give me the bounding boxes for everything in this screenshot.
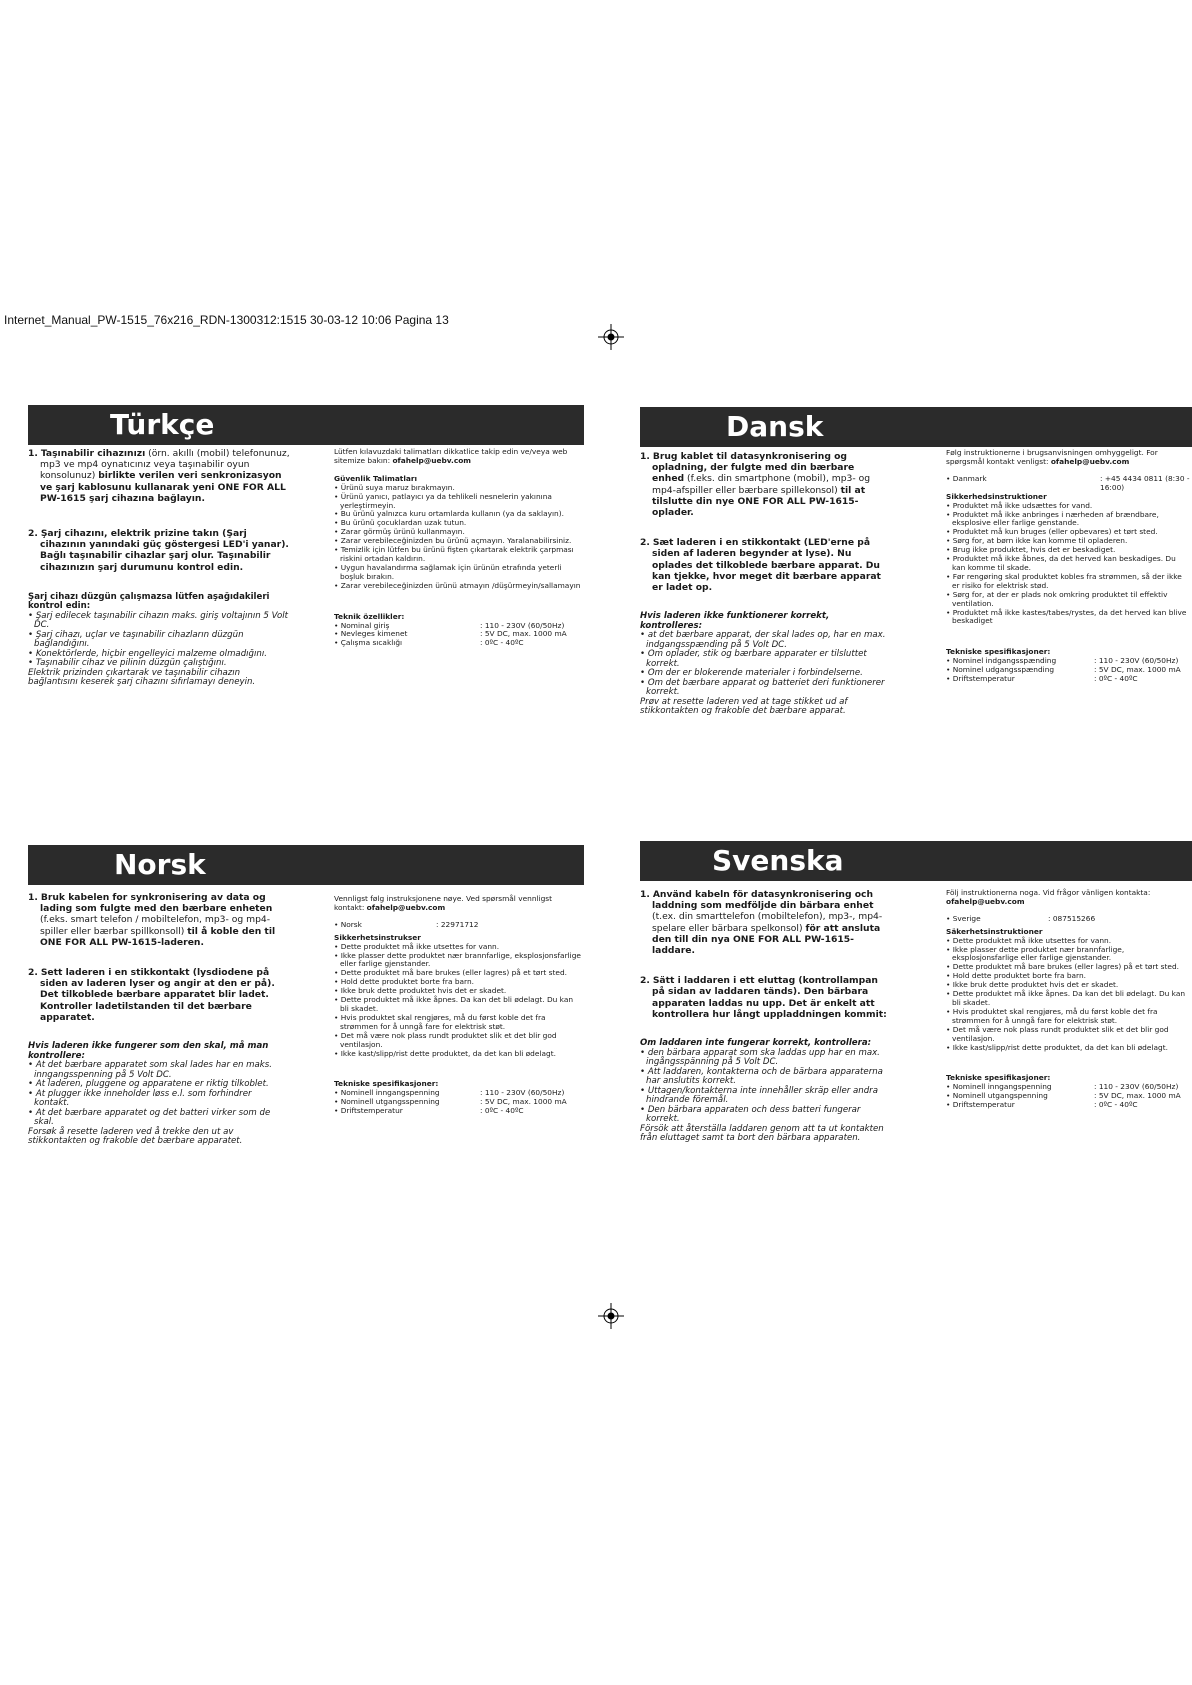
- tech-specs: Tekniske spesifikasjoner: • Nominel indgangsspænding : 110 - 230V (60/50Hz) • Nominel udgangsspænding : 5V DC, max. 1000 mA • Driftstemperatur : 0ºC - 40ºC: [946, 648, 1190, 684]
- safety-list: • Dette produktet må ikke utsettes for vann. • Ikke plasser dette produktet nær brannfarlige, eksplosjonsfarlige eller farlige gjenstander. • Dette produktet må bare brukes (eller lagres) på et tørt sted. • Hold dette produktet borte fra barn. • Ikke bruk dette produktet hvis det er skadet. • Dette produktet må ikke åpnes. Da kan det bli ødelagt. Du kan bli skadet. • Hvis produktet skal rengjøres, må du først koble det fra strømmen for å unngå fare for elektrisk støt. • Det må være nok plass rundt produktet slik et det blir god ventilasjon. • Ikke kast/slipp/rist dette produktet, da det kan bli ødelagt.: [334, 943, 584, 1059]
- step-1: 1. Taşınabilir cihazınızı (örn. akıllı (mobil) telefonunuz, mp3 ve mp4 oynatıcınız veya taşınabilir oyun konsolunuz) birlikte verilen veri senkronizasyon ve şarj kablosunu kullanarak yeni ONE FOR ALL PW-1615 şarj cihazına bağlayın.: [28, 448, 290, 504]
- intro-text: Vennligst følg instruksjonene nøye. Ved spørsmål vennligst kontakt: ofahelp@uebv.com: [334, 894, 553, 912]
- intro-text: Följ instruktionerna noga. Vid frågor vänligen kontakta: ofahelp@uebv.com: [946, 888, 1151, 906]
- instructions-column-norsk: [28, 892, 282, 1147]
- intro-text: Følg instruktionerne i brugsanvisningen omhyggeligt. For spørgsmål kontakt venligst: ofahelp@uebv.com: [946, 448, 1158, 466]
- contact-phone: • Norsk : 22971712: [334, 919, 479, 929]
- check-item: • At det bærbare apparatet og det batteri virker som de skal.: [28, 1109, 282, 1128]
- check-item: • Om oplader, stik og bærbare apparater er tilsluttet korrekt.: [640, 650, 888, 669]
- check-item: • Şarj cihazı, uçlar ve taşınabilir cihazların düzgün bağlandığını.: [28, 631, 290, 650]
- troubleshooting: Om laddaren inte fungerar korrekt, kontrollera: • den bärbara apparat som ska laddas upp har en max. ingångsspänning på 5 Volt DC. • Att laddaren, kontakterna och de bärbara apparaterna har anslutits korrekt. • Uttagen/kontakterna inte innehåller skräp eller andra hindrande föremål. • Den bärbara apparaten och dess batteri fungerar korrekt. Försök att återställa laddaren genom att ta ut kontakten från eluttaget samt ta bort den bärbara apparaten.: [640, 1039, 890, 1144]
- check-item: • at det bærbare apparat, der skal lades op, har en max. indgangsspænding på 5 Volt DC.: [640, 631, 888, 650]
- step-2: 2. Sätt i laddaren i ett eluttag (kontrollampan på sidan av laddaren tänds). Den bärbara apparaten laddas nu upp. Det är enkelt att kontrollera hur långt uppladdningen kommit:: [640, 975, 887, 1020]
- contact-phone: • Sverige : 087515266: [946, 913, 1096, 923]
- check-item: • Taşınabilir cihaz ve pilinin düzgün çalıştığını.: [28, 659, 290, 669]
- section-title-svenska: Svenska: [640, 841, 1192, 881]
- intro-text: Lütfen kılavuzdaki talimatları dikkatlice takip edin ve/veya web sitemize bakın: ofahelp@uebv.com: [334, 447, 568, 465]
- info-column-svenska: Följ instruktionerna noga. Vid frågor vänligen kontakta: ofahelp@uebv.com • Sverige : 087515266 Säkerhetsinstruktioner • Dette produktet må ikke utsettes for vann. • Ikke plasser dette produktet nær brannfarlige, eksplosjonsfarlige eller farlige gjenstander. • Dette produktet må bare brukes (eller lagres) på et tørt sted. • Hold dette produktet borte fra barn. • Ikke bruk dette produktet hvis det er skadet. • Dette produktet må ikke åpnes. Da kan det bli ødelagt. Du kan bli skadet. • Hvis produktet skal rengjøres, må du først koble det fra strømmen for å unngå fare for elektrisk støt. • Det må være nok plass rundt produktet slik et det blir god ventilasjon. • Ikke kast/slipp/rist dette produktet, da det kan bli ødelagt. Tekniske spesifikasjoner: • Nominell inngangspenning : 110 - 230V (60/50Hz) • Nominell utgangspenning : 5V DC, max. 1000 mA • Driftstemperatur : 0ºC - 40ºC: [946, 889, 1190, 1110]
- registration-mark-icon: [598, 1303, 624, 1329]
- support-email: ofahelp@uebv.com: [366, 902, 446, 912]
- registration-mark-icon: [598, 324, 624, 350]
- tech-specs: Tekniske spesifikasjoner: • Nominell inngangspenning : 110 - 230V (60/50Hz) • Nominell utgangspenning : 5V DC, max. 1000 mA • Driftstemperatur : 0ºC - 40ºC: [946, 1074, 1190, 1110]
- check-item: • den bärbara apparat som ska laddas upp har en max. ingångsspänning på 5 Volt DC.: [640, 1049, 890, 1068]
- check-item: • Konektörlerde, hiçbir engelleyici malzeme olmadığını.: [28, 650, 290, 660]
- section-title-norsk: Norsk: [28, 845, 584, 885]
- check-item: • At plugger ikke inneholder løss e.l. som forhindrer kontakt.: [28, 1090, 282, 1109]
- step-2: 2. Şarj cihazını, elektrik prizine takın (Şarj cihazının yanındaki güç göstergesi LED'i yanar). Bağlı taşınabilir cihazlar şarj olur. Taşınabilir cihazınızın şarj durumunu kontrol edin.: [28, 528, 289, 573]
- check-item: • Att laddaren, kontakterna och de bärbara apparaterna har anslutits korrekt.: [640, 1068, 890, 1087]
- troubleshooting: Hvis laderen ikke fungerer som den skal, må man kontrollere: • At det bærbare apparatet som skal lades har en maks. inngangsspenning på 5 Volt DC. • At laderen, pluggene og apparatene er riktig tilkoblet. • At plugger ikke inneholder løss e.l. som forhindrer kontakt. • At det bærbare apparatet og det batteri virker som de skal. Forsøk å resette laderen ved å trekke den ut av stikkontakten og frakoble det bærbare apparatet.: [28, 1042, 282, 1147]
- contact-phone: • Danmark : +45 4434 0811 (8:30 - 16:00): [946, 473, 1190, 492]
- check-item: • At laderen, pluggene og apparatene er riktig tilkoblet.: [28, 1080, 282, 1090]
- check-item: • Om der er blokerende materialer i forbindelserne.: [640, 669, 888, 679]
- step-1: 1. Brug kablet til datasynkronisering og opladning, der fulgte med din bærbare enhed (f.eks. din smartphone (mobil), mp3- og mp4-afspiller eller bærbare spillekonsol) til at tilslutte din nye ONE FOR ALL PW-1615-oplader.: [640, 451, 871, 519]
- troubleshooting: Şarj cihazı düzgün çalışmazsa lütfen aşağıdakileri kontrol edin: • Şarj edilecek taşınabilir cihazın maks. giriş voltajının 5 Volt DC. • Şarj cihazı, uçlar ve taşınabilir cihazların düzgün bağlandığını. • Konektörlerde, hiçbir engelleyici malzeme olmadığını. • Taşınabilir cihaz ve pilinin düzgün çalıştığını. Elektrik prizinden çıkartarak ve taşınabilir cihazın bağlantısını keserek şarj cihazını sıfırlamayı deneyin.: [28, 593, 290, 688]
- check-item: • Şarj edilecek taşınabilir cihazın maks. giriş voltajının 5 Volt DC.: [28, 612, 290, 631]
- troubleshooting: Hvis laderen ikke funktionerer korrekt, kontrolleres: • at det bærbare apparat, der skal lades op, har en max. indgangsspænding på 5 Volt DC. • Om oplader, stik og bærbare apparater er tilsluttet korrekt. • Om der er blokerende materialer i forbindelserne. • Om det bærbare apparat og batteriet deri funktionerer korrekt. Prøv at resette laderen ved at tage stikket ud af stikkontakten og frakoble det bærbare apparat.: [640, 612, 888, 717]
- tech-specs: Tekniske spesifikasjoner: • Nominell inngangspenning : 110 - 230V (60/50Hz) • Nominell utgangsspenning : 5V DC, max. 1000 mA • Driftstemperatur : 0ºC - 40ºC: [334, 1080, 584, 1116]
- safety-list: • Dette produktet må ikke utsettes for vann. • Ikke plasser dette produktet nær brannfarlige, eksplosjonsfarlige eller farlige gjenstander. • Dette produktet må bare brukes (eller lagres) på et tørt sted. • Hold dette produktet borte fra barn. • Ikke bruk dette produktet hvis det er skadet. • Dette produktet må ikke åpnes. Da kan det bli ødelagt. Du kan bli skadet. • Hvis produktet skal rengjøres, må du først koble det fra strømmen for å unngå fare for elektrisk støt. • Det må være nok plass rundt produktet slik et det blir god ventilasjon. • Ikke kast/slipp/rist dette produktet, da det kan bli ødelagt.: [946, 937, 1190, 1053]
- section-title-turkce: Türkçe: [28, 405, 584, 445]
- check-item: • Den bärbara apparaten och dess batteri fungerar korrekt.: [640, 1106, 890, 1125]
- step-1: 1. Bruk kabelen for synkronisering av data og lading som fulgte med den bærbare enheten (f.eks. smart telefon / mobiltelefon, mp3- og mp4-spiller eller bærbar spillkonsoll) til å koble den til ONE FOR ALL PW-1615-laderen.: [28, 892, 276, 948]
- tech-specs: Teknik özellikler: • Nominal giriş : 110 - 230V (60/50Hz) • Nevleges kimenet : 5V DC, max. 1000 mA • Çalışma sıcaklığı : 0ºC - 40ºC: [334, 613, 582, 649]
- instructions-column-turkce: [28, 448, 290, 688]
- check-item: • Om det bærbare apparat og batteriet deri funktionerer korrekt.: [640, 679, 888, 698]
- section-title-dansk: Dansk: [640, 407, 1192, 447]
- support-email: ofahelp@uebv.com: [946, 896, 1025, 906]
- print-slug: Internet_Manual_PW-1515_76x216_RDN-1300312:1515 30-03-12 10:06 Pagina 13: [4, 313, 449, 327]
- check-item: • Uttagen/kontakterna inte innehåller skräp eller andra hindrande föremål.: [640, 1087, 890, 1106]
- info-column-norsk: Vennligst følg instruksjonene nøye. Ved spørsmål vennligst kontakt: ofahelp@uebv.com • Norsk : 22971712 Sikkerhetsinstrukser • Dette produktet må ikke utsettes for vann. • Ikke plasser dette produktet nær brannfarlige, eksplosjonsfarlige eller farlige gjenstander. • Dette produktet må bare brukes (eller lagres) på et tørt sted. • Hold dette produktet borte fra barn. • Ikke bruk dette produktet hvis det er skadet. • Dette produktet må ikke åpnes. Da kan det bli ødelagt. Du kan bli skadet. • Hvis produktet skal rengjøres, må du først koble det fra strømmen for å unngå fare for elektrisk støt. • Det må være nok plass rundt produktet slik et det blir god ventilasjon. • Ikke kast/slipp/rist dette produktet, da det kan bli ødelagt. Tekniske spesifikasjoner: • Nominell inngangspenning : 110 - 230V (60/50Hz) • Nominell utgangsspenning : 5V DC, max. 1000 mA • Driftstemperatur : 0ºC - 40ºC: [334, 895, 584, 1116]
- safety-list: • Produktet må ikke udsættes for vand. • Produktet må ikke anbringes i nærheden af brændbare, eksplosive eller farlige genstande. • Produktet må kun bruges (eller opbevares) et tørt sted. • Sørg for, at børn ikke kan komme til opladeren. • Brug ikke produktet, hvis det er beskadiget. • Produktet må ikke åbnes, da det herved kan beskadiges. Du kan komme til skade. • Før rengøring skal produktet kobles fra strømmen, så der ikke er risiko for elektrisk stød. • Sørg for, at der er plads nok omkring produktet til effektiv ventilation. • Produktet må ikke kastes/tabes/rystes, da det herved kan blive beskadiget: [946, 502, 1190, 627]
- step-1: 1. Använd kabeln för datasynkronisering och laddning som medföljde din bärbara enhet (t.ex. din smarttelefon (mobiltelefon), mp3-, mp4-spelare eller bärbara spelkonsol) för att ansluta den till din nya ONE FOR ALL PW-1615-laddare.: [640, 889, 883, 957]
- instructions-column-svenska: [640, 889, 890, 1144]
- info-column-dansk: Følg instruktionerne i brugsanvisningen omhyggeligt. For spørgsmål kontakt venligst: ofahelp@uebv.com • Danmark : +45 4434 0811 (8:30 - 16:00) Sikkerhedsinstruktioner • Produktet må ikke udsættes for vand. • Produktet må ikke anbringes i nærheden af brændbare, eksplosive eller farlige genstande. • Produktet må kun bruges (eller opbevares) et tørt sted. • Sørg for, at børn ikke kan komme til opladeren. • Brug ikke produktet, hvis det er beskadiget. • Produktet må ikke åbnes, da det herved kan beskadiges. Du kan komme til skade. • Før rengøring skal produktet kobles fra strømmen, så der ikke er risiko for elektrisk stød. • Sørg for, at der er plads nok omkring produktet til effektiv ventilation. • Produktet må ikke kastes/tabes/rystes, da det herved kan blive beskadiget Tekniske spesifikasjoner: • Nominel indgangsspænding : 110 - 230V (60/50Hz) • Nominel udgangsspænding : 5V DC, max. 1000 mA • Driftstemperatur : 0ºC - 40ºC: [946, 449, 1190, 684]
- step-2: 2. Sett laderen i en stikkontakt (lysdiodene på siden av laderen lyser og angir at den er på). Det tilkoblede bærbare apparatet blir ladet. Kontroller ladetilstanden til det bærbare apparatet.: [28, 967, 275, 1023]
- support-email: ofahelp@uebv.com: [392, 455, 471, 465]
- step-2: 2. Sæt laderen i en stikkontakt (LED'erne på siden af laderen begynder at lyse). Nu oplades det tilkoblede bærbare apparat. Du kan tjekke, hvor meget dit bærbare apparat er ladet op.: [640, 537, 881, 594]
- check-item: • At det bærbare apparatet som skal lades har en maks. inngangsspenning på 5 Volt DC.: [28, 1061, 282, 1080]
- instructions-column-dansk: [640, 451, 888, 717]
- safety-list: • Ürünü suya maruz bırakmayın. • Ürünü yanıcı, patlayıcı ya da tehlikeli nesnelerin yakınına yerleştirmeyin. • Bu ürünü yalnızca kuru ortamlarda kullanın (ya da saklayın). • Bu ürünü çocuklardan uzak tutun. • Zarar görmüş ürünü kullanmayın. • Zarar verebileceğinizden bu ürünü açmayın. Yaralanabilirsiniz. • Temizlik için lütfen bu ürünü fişten çıkartarak elektrik çarpması riskini ortadan kaldırın. • Uygun havalandırma sağlamak için ürünün etrafında yeterli boşluk bırakın. • Zarar verebileceğinizden ürünü atmayın /düşürmeyin/sallamayın: [334, 484, 582, 591]
- support-email: ofahelp@uebv.com: [1050, 456, 1130, 466]
- info-column-turkce: Lütfen kılavuzdaki talimatları dikkatlice takip edin ve/veya web sitemize bakın: ofahelp@uebv.com Güvenlik Talimatları • Ürünü suya maruz bırakmayın. • Ürünü yanıcı, patlayıcı ya da tehlikeli nesnelerin yakınına yerleştirmeyin. • Bu ürünü yalnızca kuru ortamlarda kullanın (ya da saklayın). • Bu ürünü çocuklardan uzak tutun. • Zarar görmüş ürünü kullanmayın. • Zarar verebileceğinizden bu ürünü açmayın. Yaralanabilirsiniz. • Temizlik için lütfen bu ürünü fişten çıkartarak elektrik çarpması riskini ortadan kaldırın. • Uygun havalandırma sağlamak için ürünün etrafında yeterli boşluk bırakın. • Zarar verebileceğinizden ürünü atmayın /düşürmeyin/sallamayın Teknik özellikler: • Nominal giriş : 110 - 230V (60/50Hz) • Nevleges kimenet : 5V DC, max. 1000 mA • Çalışma sıcaklığı : 0ºC - 40ºC: [334, 448, 582, 648]
